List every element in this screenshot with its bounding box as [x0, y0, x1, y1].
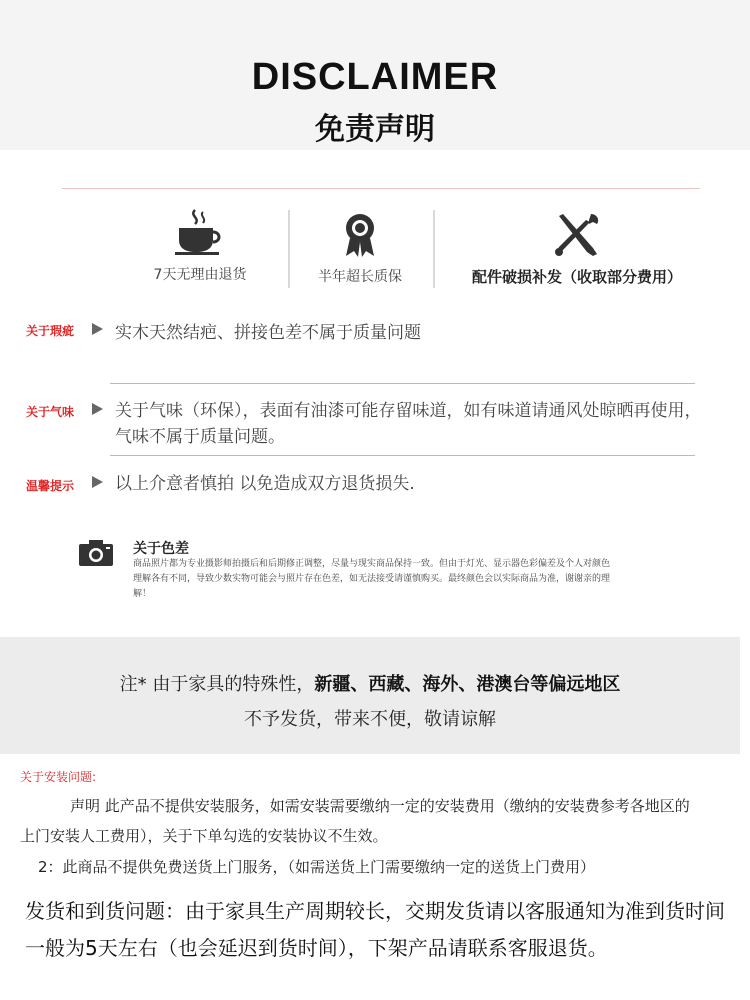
divider-line	[62, 188, 700, 189]
feature-warranty	[305, 212, 415, 286]
notice-smell-text: 关于气味（环保），表面有油漆可能存留味道，如有味道请通风处晾晒再使用，气味不属于质量问题。	[115, 401, 702, 447]
title-english: DISCLAIMER	[251, 56, 499, 98]
camera-icon	[79, 538, 113, 566]
install-paragraph-1	[20, 791, 700, 851]
shipping-notice: 发货和到货问题：由于家具生产周期较长，交期发货请以客服通知为准到货时间一般为5天左右（也会延迟到货时间），下架产品请联系客服退货。	[25, 899, 725, 960]
header-banner	[0, 0, 750, 150]
notice-smell-tag: 关于气味	[26, 405, 75, 419]
notice-defect-tag: 关于瑕疵	[26, 324, 75, 338]
install-paragraph-2: 2：此商品不提供免费送货上门服务，（如需送货上门需要缴纳一定的送货上门费用）	[38, 858, 596, 876]
arrow-right-icon	[92, 323, 103, 335]
note-line-1	[0, 670, 740, 696]
notice-reminder-tag: 温馨提示	[26, 479, 75, 493]
coffee-cup-icon	[173, 208, 227, 256]
divider-line	[110, 455, 695, 456]
tools-icon	[553, 212, 601, 258]
arrow-right-icon	[92, 403, 103, 415]
divider-line	[110, 383, 695, 384]
feature-return	[150, 208, 250, 284]
note-regions: 新疆、西藏、海外、港澳台等偏远地区	[314, 674, 621, 695]
install-title: 关于安装问题:	[20, 770, 97, 784]
feature-return-label: 7天无理由退货	[153, 267, 247, 283]
feature-separator	[288, 210, 290, 288]
color-diff-body: 商品照片都为专业摄影师拍摄后和后期修正调整，尽量与现实商品保持一致。但由于灯光、显示器色彩偏差及个人对颜色理解各有不同，导致少数实物可能会与照片存在色差，如无法接受请谨慎购买。最终颜色会以实际商品为准，谢谢亲的理解！	[133, 559, 611, 599]
install-paragraph-1-text: 声明 此产品不提供安装服务，如需安装需要缴纳一定的安装费用（缴纳的安装费参考各地区的上门安装人工费用），关于下单勾选的安装协议不生效。	[20, 797, 690, 845]
note-line-2: 不予发货，带来不便，敬请谅解	[244, 709, 496, 730]
arrow-right-icon	[92, 476, 103, 488]
feature-separator	[433, 210, 435, 288]
notice-reminder-text: 以上介意者慎拍 以免造成双方退货损失.	[115, 474, 415, 494]
color-diff-title: 关于色差	[133, 541, 189, 557]
feature-parts	[452, 212, 702, 287]
feature-parts-label: 配件破损补发（收取部分费用）	[471, 268, 682, 286]
award-ribbon-icon	[340, 212, 380, 258]
feature-warranty-label: 半年超长质保	[318, 269, 402, 285]
notice-defect-text: 实木天然结疤、拼接色差不属于质量问题	[115, 323, 421, 343]
note-prefix: 注* 由于家具的特殊性，	[119, 674, 315, 695]
title-chinese: 免责声明	[315, 112, 435, 147]
